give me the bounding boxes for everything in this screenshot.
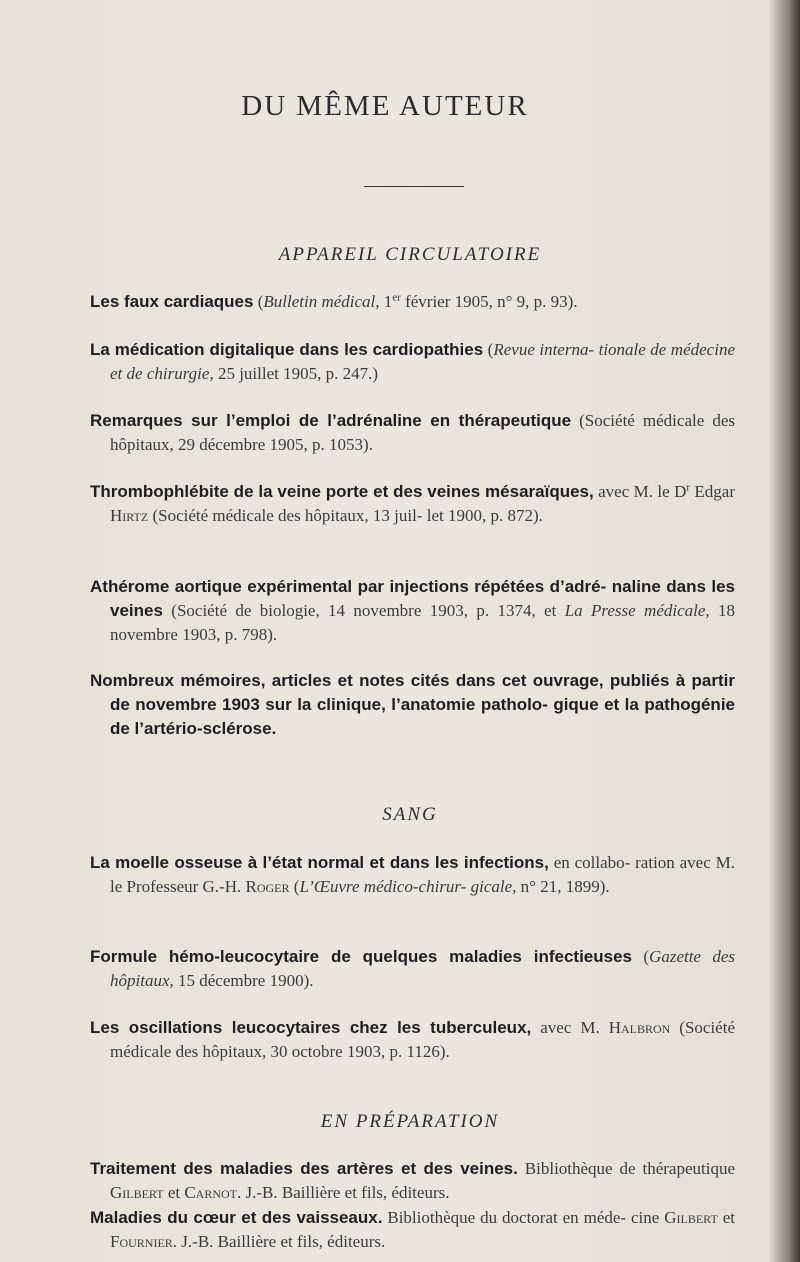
entry-title: Nombreux mémoires, articles et notes cités dans cet ouvrage, publiés à partir de novembre 1903 sur la clinique, l’anatomie patholo- gique et la pathogénie de l’artério-sclérose. [90,671,735,738]
entry-title: Remarques sur l’emploi de l’adrénaline en thérapeutique [90,411,572,430]
entry-journal: Gazette des hôpitaux, [110,947,736,990]
entry-author: Gilbert [110,1183,164,1202]
entry-title: Les faux cardiaques [90,292,254,311]
entry-journal: La Presse médicale, [564,601,710,620]
bibliography-entry [90,669,735,741]
entry-text: Edgar [690,482,735,501]
entry-author: Gilbert [664,1208,718,1227]
entry-author: Fournier [110,1232,173,1251]
entry-text: février 1905, n° 9, p. 93). [400,292,578,311]
section-heading-sang: SANG [382,804,438,825]
bibliography-entry [90,480,735,528]
entry-title: Maladies du cœur et des vaisseaux. [90,1208,383,1227]
bibliography-entry [90,1206,735,1254]
entry-author: Hirtz [110,506,149,525]
section-heading-appareil-circulatoire: APPAREIL CIRCULATOIRE [278,244,542,265]
bibliography-entry [90,575,735,647]
entry-text: (Société médicale des hôpitaux, 29 décembre 1905, p. 1053). [110,411,735,454]
entry-author: Carnot [184,1183,238,1202]
section-heading-en-preparation: EN PRÉPARATION [320,1111,500,1132]
bibliography-entry [90,409,735,457]
entry-text: ( [253,292,264,311]
bibliography-entry [90,851,735,899]
page-title: DU MÊME AUTEUR [241,90,529,122]
entry-author: Roger [245,877,290,896]
entry-text: ( [483,340,494,359]
entry-text: . J.-B. Baillière et fils, éditeurs. [172,1232,386,1251]
entry-journal: Bulletin médical, [263,292,380,311]
bibliography-entry [90,1157,735,1205]
entry-text: ( [632,947,650,966]
entry-text: (Société médicale des hôpitaux, 30 octobre 1903, p. 1126). [110,1018,735,1061]
entry-text: 1 [379,292,393,311]
bibliography-entry [90,1016,735,1064]
entry-title: Les oscillations leucocytaires chez les tuberculeux, [90,1018,532,1037]
entry-title: Traitement des maladies des artères et des veines. [90,1159,518,1178]
entry-text: 18 novembre 1903, p. 798). [110,601,736,644]
entry-text: n° 21, 1899). [516,877,610,896]
entry-text: (Société de biologie, 14 novembre 1903, p. 1374, et [162,601,565,620]
entry-title: Thrombophlébite de la veine porte et des veines mésaraïques, [90,482,594,501]
entry-superscript: r [686,481,691,494]
bibliography-entry [90,945,735,993]
entry-text: (Société médicale des hôpitaux, 13 juil- let 1900, p. 872). [148,506,543,525]
entry-journal: L’Œuvre médico-chirur- gicale, [299,877,517,896]
bibliography-entry [90,290,735,314]
entry-text: avec M. le D [593,482,687,501]
entry-text: . J.-B. Baillière et fils, éditeurs. [237,1183,450,1202]
entry-journal: Revue interna- tionale de médecine et de chirurgie, [110,340,735,383]
entry-title: Formule hémo-leucocytaire de quelques maladies infectieuses [90,947,632,966]
entry-text: en collabo- ration avec M. le Professeur G.-H. [110,853,735,896]
entry-text: avec M. [531,1018,609,1037]
entry-text: ( [289,877,300,896]
entry-text: 15 décembre 1900). [173,971,314,990]
title-divider [364,186,464,187]
entry-title: Athérome aortique expérimental par injections répétées d’adré- naline dans les veines [90,577,735,620]
bibliography-entry [90,338,735,386]
entry-author: Halbron [608,1018,671,1037]
entry-title: La médication digitalique dans les cardiopathies [90,340,484,359]
entry-text: Bibliothèque de thérapeutique [517,1159,736,1178]
entry-text: Bibliothèque du doctorat en méde- cine [382,1208,665,1227]
entry-text: et [163,1183,185,1202]
entry-superscript: er [392,291,401,304]
entry-title: La moelle osseuse à l’état normal et dans les infections, [90,853,549,872]
entry-text: et [717,1208,735,1227]
entry-text: 25 juillet 1905, p. 247.) [213,364,379,383]
